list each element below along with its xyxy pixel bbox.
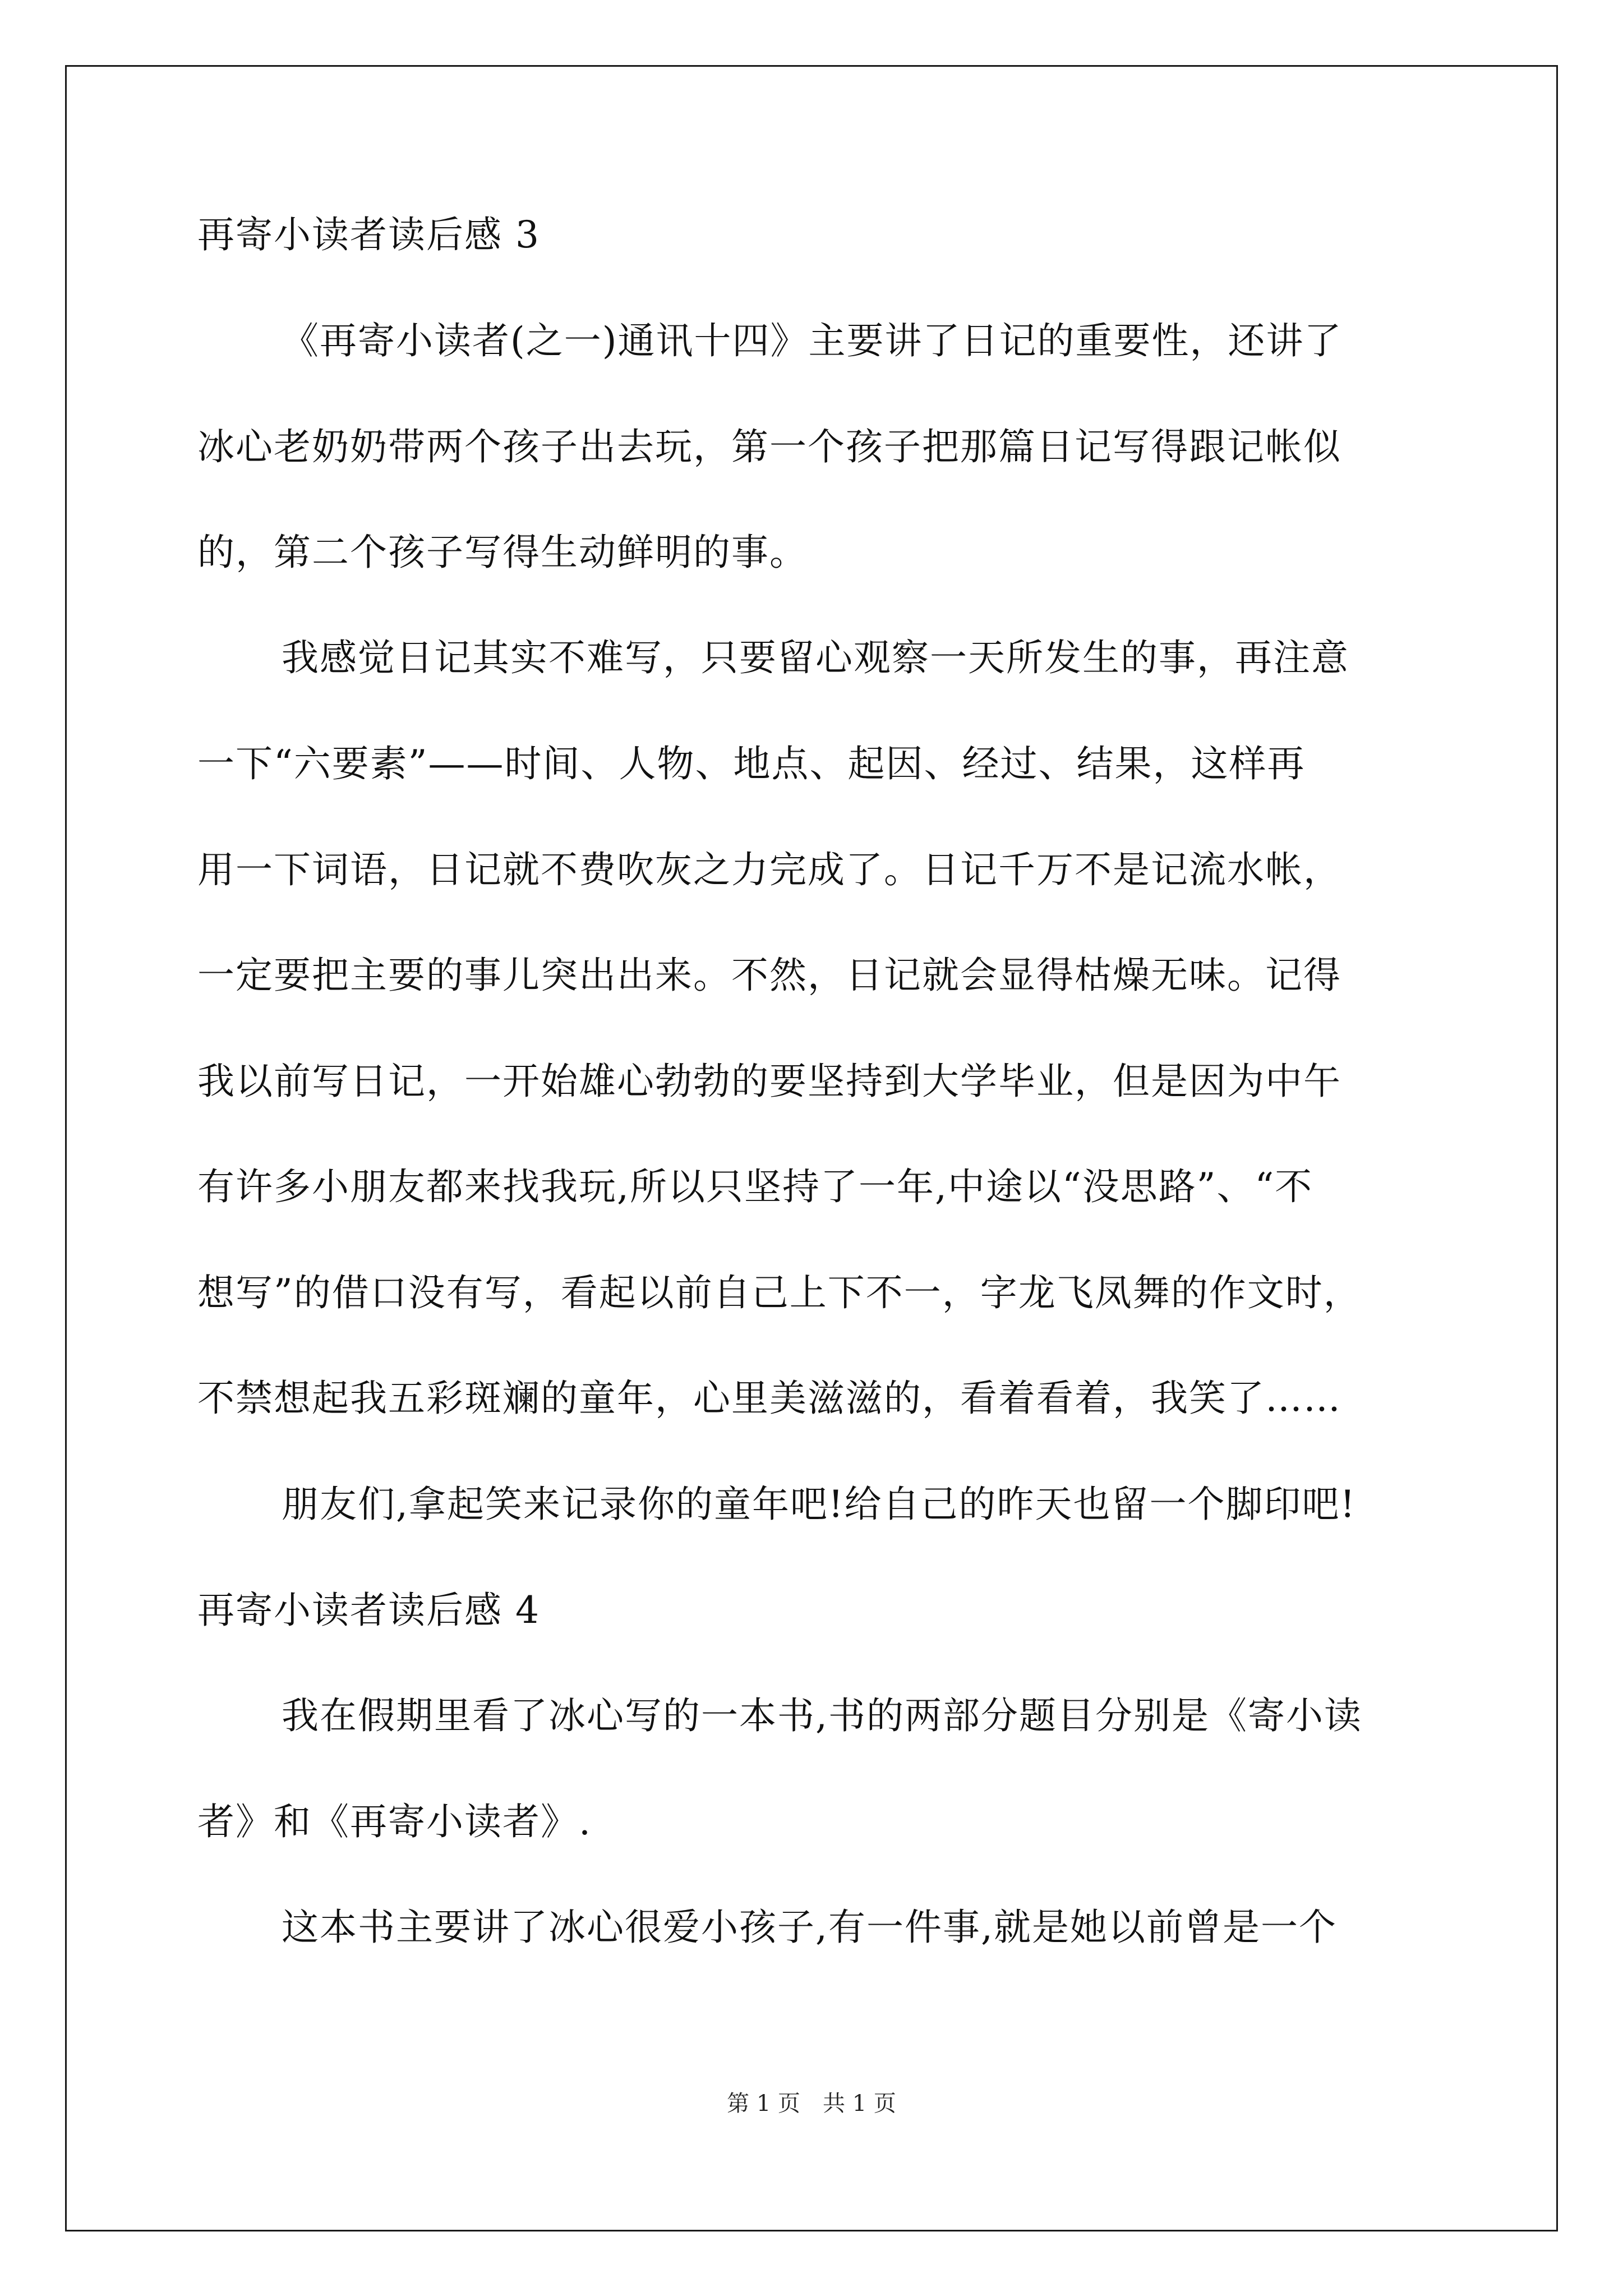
- paragraph-line: 我在假期里看了冰心写的一本书,书的两部分题目分别是《寄小读: [282, 1694, 1362, 1737]
- paragraph-line: 我感觉日记其实不难写，只要留心观察一天所发生的事，再注意: [282, 636, 1349, 679]
- paragraph-line: 《再寄小读者(之一)通讯十四》主要讲了日记的重要性，还讲了: [282, 319, 1343, 362]
- paragraph-line: 想写”的借口没有写，看起以前自己上下不一，字龙飞凤舞的作文时，: [197, 1271, 1362, 1314]
- section-heading: 再寄小读者读后感 4: [197, 1589, 540, 1632]
- paragraph-line: 的，第二个孩子写得生动鲜明的事。: [197, 531, 808, 574]
- paragraph-line: 一下“六要素”——时间、人物、地点、起因、经过、结果，这样再: [197, 742, 1306, 785]
- paragraph-line: 有许多小朋友都来找我玩,所以只坚持了一年,中途以“没思路”、“不: [197, 1165, 1313, 1208]
- page-number: 第 1 页 共 1 页: [727, 2091, 896, 2116]
- paragraph-line: 者》和《再寄小读者》.: [197, 1800, 592, 1843]
- paragraph-line: 冰心老奶奶带两个孩子出去玩，第一个孩子把那篇日记写得跟记帐似: [197, 425, 1341, 468]
- paragraph-line: 一定要把主要的事儿突出出来。不然，日记就会显得枯燥无味。记得: [197, 954, 1341, 997]
- paragraph-line: 朋友们,拿起笑来记录你的童年吧!给自己的昨天也留一个脚印吧!: [282, 1483, 1357, 1526]
- paragraph-line: 不禁想起我五彩斑斓的童年，心里美滋滋的，看着看着，我笑了……: [197, 1377, 1341, 1420]
- paragraph-line: 我以前写日记，一开始雄心勃勃的要坚持到大学毕业，但是因为中午: [197, 1060, 1341, 1103]
- paragraph-line: 这本书主要讲了冰心很爱小孩子,有一件事,就是她以前曾是一个: [282, 1906, 1337, 1949]
- section-heading: 再寄小读者读后感 3: [197, 213, 540, 256]
- paragraph-line: 用一下词语，日记就不费吹灰之力完成了。日记千万不是记流水帐，: [197, 848, 1341, 891]
